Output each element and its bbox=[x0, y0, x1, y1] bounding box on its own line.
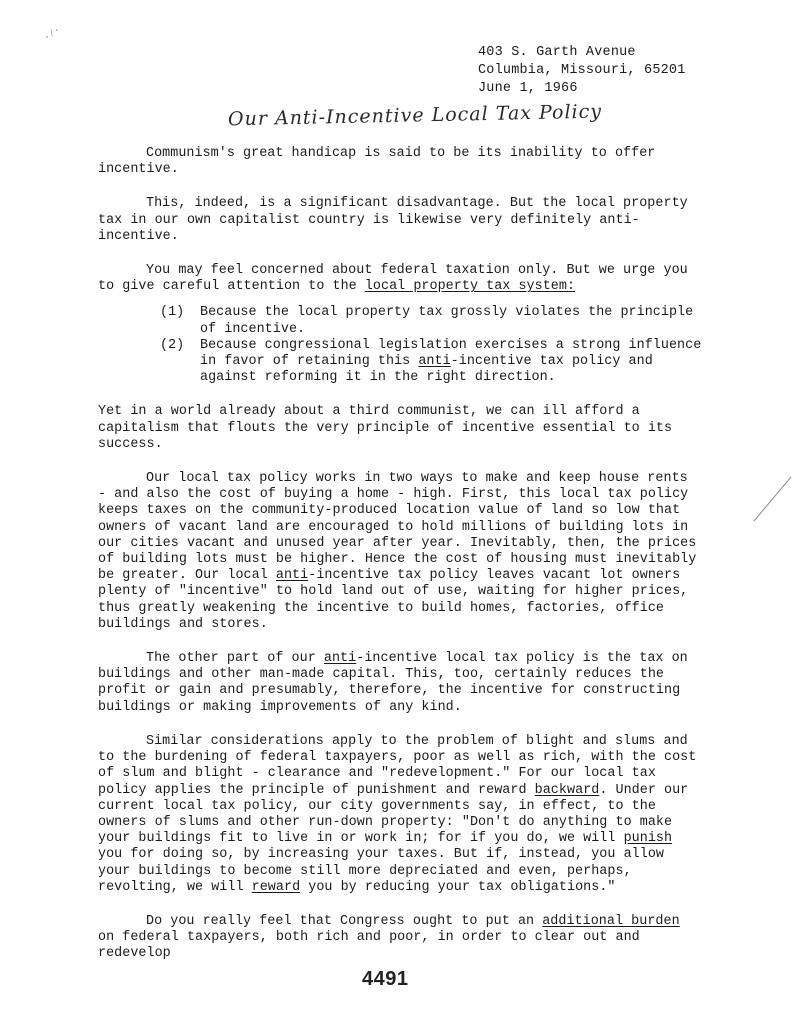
list-item-number: (2) bbox=[160, 337, 185, 353]
paragraph-5 bbox=[98, 471, 702, 633]
paragraph-7-text: you by reducing your tax obligations." bbox=[300, 879, 616, 895]
underlined-word: anti bbox=[418, 354, 451, 370]
paragraph-6-text: The other part of our bbox=[146, 651, 324, 667]
list-item bbox=[160, 305, 702, 337]
paragraph-8-text: Do you really feel that Congress ought to put an bbox=[146, 913, 543, 929]
list-item-text-part: Because congressional legislation exercises a strong influence in favor of retaining this bbox=[200, 337, 702, 370]
paragraph-3 bbox=[98, 263, 702, 295]
paragraph-1: Communism's great handicap is said to be its inability to offer incentive. bbox=[98, 146, 656, 178]
underlined-word: punish bbox=[623, 831, 673, 847]
paragraph-7-text: you for doing so, by increasing your taxes. But if, instead, you allow your buildings to become still more depreciated and even, perhaps, revolting, we will bbox=[98, 847, 664, 895]
underlined-word: reward bbox=[251, 879, 301, 895]
paragraph-7-text: Similar considerations apply to the problem of blight and slums and to the burdening of federal taxpayers, poor as well as rich, with the cost of slum and blight - clearance and "redevelopment." For our local tax policy applies the principle of punishment and reward bbox=[98, 733, 697, 798]
page-number: 4491 bbox=[362, 968, 409, 990]
address-line-1: 403 S. Garth Avenue bbox=[478, 45, 636, 60]
underlined-word: anti bbox=[275, 568, 309, 584]
list-item bbox=[160, 338, 702, 387]
underlined-phrase: additional burden bbox=[542, 913, 680, 929]
letter-date: June 1, 1966 bbox=[478, 81, 578, 96]
paragraph-5-text: -incentive tax policy leaves vacant lot owners plenty of "incentive" to hold land out of use, waiting for higher prices, thus greatly weakening the incentive to build homes, factories, office buildings and stores. bbox=[98, 568, 689, 632]
list-item-text bbox=[200, 338, 702, 387]
letter-body bbox=[98, 146, 702, 981]
underlined-word: backward bbox=[534, 782, 600, 798]
paragraph-8-text: on federal taxpayers, both rich and poor, in order to clear out and redevelop bbox=[98, 930, 640, 962]
paragraph-2: This, indeed, is a significant disadvantage. But the local property tax in our own capitalist country is likewise very definitely anti-incentive. bbox=[98, 196, 688, 244]
reasons-list bbox=[160, 305, 702, 386]
list-item-number: (1) bbox=[160, 305, 185, 321]
paragraph-4: Yet in a world already about a third communist, we can ill afford a capitalism that flouts the very principle of incentive essential to its success. bbox=[98, 404, 673, 452]
paragraph-7-text: . Under our current local tax policy, our city governments say, in effect, to the owners of slums and other run-down property: "Don't do anything to make your buildings fit to live in or work in; for if you do, we will bbox=[98, 782, 689, 847]
handwritten-title: Our Anti-Incentive Local Tax Policy bbox=[227, 100, 603, 131]
underlined-word: anti bbox=[323, 651, 357, 667]
underlined-phrase: local property tax system: bbox=[364, 279, 576, 295]
list-item-text: Because the local property tax grossly violates the principle of incentive. bbox=[200, 305, 694, 337]
paragraph-5-text: Our local tax policy works in two ways to make and keep house rents - and also the cost of buying a home - high. First, this local tax policy keeps taxes on the community-produced location value of land so low that owners of vacant land are encouraged to hold millions of building lots in our cities vacant and unused year after year. Inevitably, then, the prices of building lots must be higher. Hence the cost of housing must inevitably be greater. Our local bbox=[98, 471, 697, 584]
paragraph-3-text: You may feel concerned about federal taxation only. But we urge you to give careful attention to the bbox=[98, 263, 688, 295]
paragraph-6-text: -incentive local tax policy is the tax on buildings and other man-made capital. This, too, certainly reduces the profit or gain and presumably, therefore, the incentive for constructing buildings or making improvements of any kind. bbox=[98, 651, 688, 715]
list-item-text-part: -incentive tax policy and against reforming it in the right direction. bbox=[200, 354, 653, 386]
sender-address-block bbox=[478, 44, 686, 98]
paragraph-7 bbox=[98, 734, 702, 896]
paragraph-6 bbox=[98, 651, 702, 716]
scan-speck: ·∕· bbox=[42, 24, 64, 45]
address-line-2: Columbia, Missouri, 65201 bbox=[478, 63, 686, 78]
paragraph-8 bbox=[98, 914, 702, 963]
scan-mark bbox=[753, 476, 791, 521]
